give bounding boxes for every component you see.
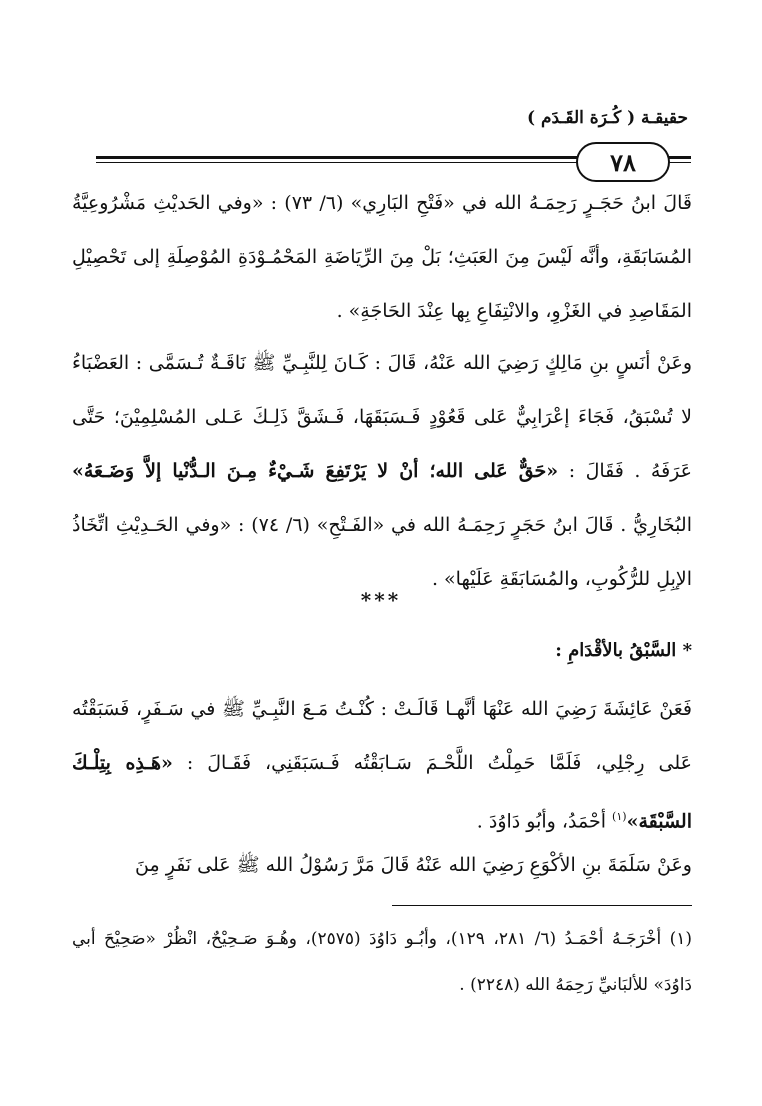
paragraph-text: وعَنْ أنَسٍ بنِ مَالِكٍ رَضِيَ الله عَنْهُ، قَالَ : كَـانَ لِلنَّبِـيِّ ﷺ نَاقَـةٌ تُـسَمَّى : العَضْبَاءُ لا تُسْبَقُ، فَجَاءَ إعْرَابِيٌّ عَلى قَعُوْدٍ فَـسَبَقَهَا، فَـشَقَّ ذَلِـكَ عَـلى المُسْلِمِيْنَ؛ حَتَّى عَرَفَهُ . فَقَالَ : xyxy=(72,352,692,482)
paragraph-aisha-hadith xyxy=(72,682,692,848)
paragraph-anas-hadith xyxy=(72,336,692,606)
paragraph-text: أحْمَدُ، وأبُو دَاوُدَ . xyxy=(476,810,606,833)
hadith-quote: «حَقٌّ عَلى الله؛ أنْ لا يَرْتَفِعَ شَـيْءٌ مِـنَ الـدُّنْيا إلاَّ وَضَـعَهُ» xyxy=(72,460,559,482)
hadith-quote: «هَـذِه بِتِلْـكَ السَّبْقَة» xyxy=(72,752,692,833)
paragraph-text: البُخَارِيُّ . قَالَ ابنُ حَجَرٍ رَحِمَـهُ الله في «الفَـتْحِ» (٦/ ٧٤) : «وفي الحَـدِيْثِ اتِّخَاذُ الإبِلِ للرُّكُوبِ، والمُسَابَقَةِ عَلَيْها» . xyxy=(72,514,692,590)
footnote: (١) أخْرَجَـهُ أحْمَـدُ (٦/ ٢٨١، ١٢٩)، وأبُـو دَاوُدَ (٢٥٧٥)، وهُـوَ صَـحِيْحٌ، انْظُرْ «صَحِيْحَ أبي دَاوُدَ» للألبَانيِّ رَحِمَهُ الله (٢٢٤٨) . xyxy=(72,929,692,995)
footnote-reference[interactable]: (١) xyxy=(612,810,627,823)
footnote-rule xyxy=(392,905,692,906)
paragraph-salama-hadith: وعَنْ سَلَمَةَ بنِ الأكْوَعِ رَضِيَ الله عَنْهُ قَالَ مَرَّ رَسُوْلُ الله ﷺ عَلى نَفَرٍ مِنَ xyxy=(135,854,692,876)
running-header-title: حقيقـة ( كُـرَة القَـدَم ) xyxy=(527,108,688,128)
page-number: ٧٨ xyxy=(610,147,636,177)
section-subheading: * السَّبْقُ بالأقْدَامِ : xyxy=(555,640,692,661)
paragraph-ibn-hajar: قَالَ ابنُ حَجَـرٍ رَحِمَـهُ الله في «فَتْحِ البَارِي» (٦/ ٧٣) : «وفي الحَديْثِ مَشْرُوعِيَّةُ المُسَابَقَةِ، وأنَّه لَيْسَ مِنَ العَبَثِ؛ بَلْ مِنَ الرِّيَاضَةِ المَحْمُـوْدَةِ المُوْصِلَةِ إلى تَحْصِيْلِ المَقَاصِدِ في الغَزْوِ، والانْتِفَاعِ بِها عِنْدَ الحَاجَةِ» . xyxy=(72,192,692,322)
paragraph-text: فَعَنْ عَائِشَةَ رَضِيَ الله عَنْهَا أنَّهـا قَالَـتْ : كُنْـتُ مَـعَ النَّبِـيِّ ﷺ في سَـفَرٍ، فَسَبَقْتُه عَلى رِجْلِي، فَلَمَّا حَمِلْتُ اللَّحْـمَ سَـابَقْتُه فَـسَبَقَنِي، فَقَـالَ : xyxy=(72,698,692,774)
section-separator: *** xyxy=(360,588,402,612)
